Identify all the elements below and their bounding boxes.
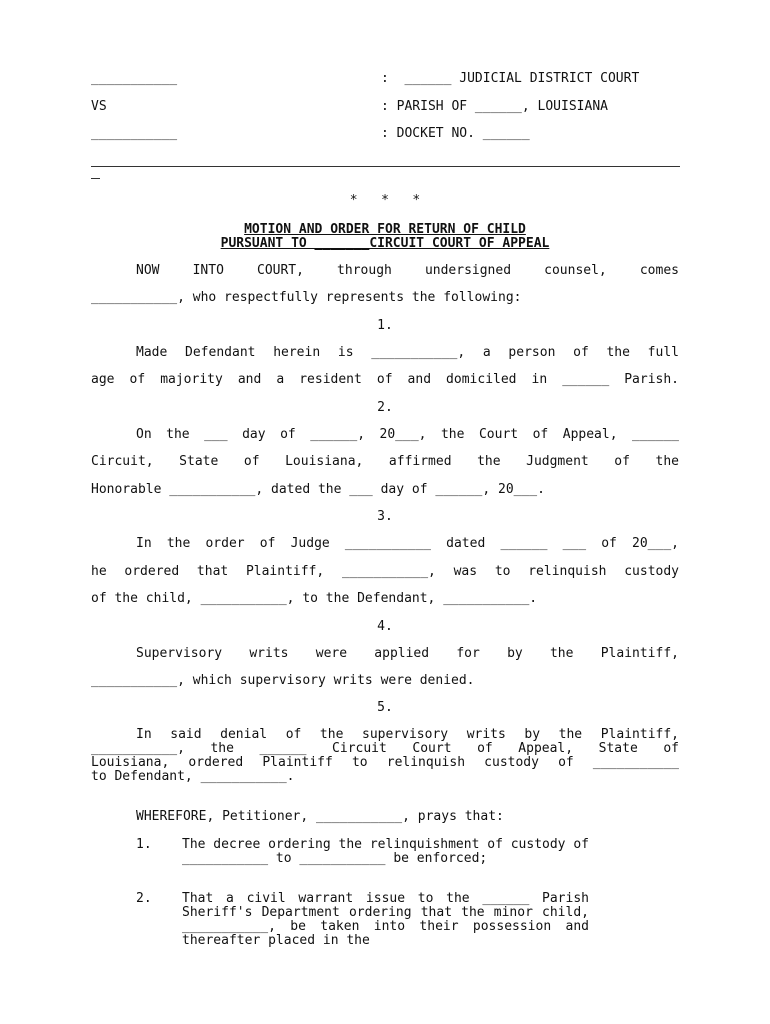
paragraph-5-line3: Louisiana, ordered Plaintiff to relinquish custody of ___________	[91, 755, 679, 770]
paragraph-2-line1: On the ___ day of ______, 20___, the Court of Appeal, ______	[136, 427, 679, 442]
paragraph-5-line2: ___________, the ______ Circuit Court of Appeal, State of	[91, 741, 679, 756]
prayer-2-text: That a civil warrant issue to the ______ Parish Sheriff's Department ordering that the minor child, ___________, be taken into their possession and thereafter placed in the	[182, 891, 589, 948]
intro-line1: NOW INTO COURT, through undersigned counsel, comes	[136, 263, 679, 278]
section-stars: * * *	[349, 193, 421, 208]
paragraph-2-line2: Circuit, State of Louisiana, affirmed the Judgment of the	[91, 454, 679, 469]
document-title-line1: MOTION AND ORDER FOR RETURN OF CHILD	[244, 222, 526, 237]
wherefore-clause: WHEREFORE, Petitioner, ___________, prays that:	[136, 809, 504, 824]
parish-line: : PARISH OF ______, LOUISIANA	[381, 99, 608, 114]
plaintiff-blank: ___________	[91, 71, 178, 86]
court-line: : ______ JUDICIAL DISTRICT COURT	[381, 71, 640, 86]
paragraph-3-line2: he ordered that Plaintiff, ___________, was to relinquish custody	[91, 564, 679, 579]
paragraph-number: 3.	[377, 509, 393, 524]
vs-label: VS	[91, 99, 107, 114]
prayer-number: 2.	[136, 891, 152, 906]
paragraph-number: 1.	[377, 318, 393, 333]
paragraph-5-line1: In said denial of the supervisory writs by the Plaintiff,	[136, 727, 679, 742]
paragraph-3-line1: In the order of Judge ___________ dated ______ ___ of 20___,	[136, 536, 679, 551]
paragraph-2-line3: Honorable ___________, dated the ___ day of ______, 20___.	[91, 482, 545, 497]
paragraph-number: 2.	[377, 400, 393, 415]
paragraph-4-line1: Supervisory writs were applied for by the Plaintiff,	[136, 646, 679, 661]
prayer-1-text: The decree ordering the relinquishment of custody of ___________ to ___________ be enforced;	[182, 837, 589, 866]
caption-divider	[91, 166, 680, 167]
prayer-number: 1.	[136, 837, 152, 852]
caption-divider-tail	[91, 178, 100, 179]
defendant-blank: ___________	[91, 126, 178, 141]
paragraph-4-line2: ___________, which supervisory writs were denied.	[91, 673, 475, 688]
document-title-line2: PURSUANT TO _______CIRCUIT COURT OF APPEAL	[220, 236, 550, 251]
paragraph-number: 4.	[377, 619, 393, 634]
intro-line2: ___________, who respectfully represents the following:	[91, 290, 522, 305]
docket-line: : DOCKET NO. ______	[381, 126, 530, 141]
paragraph-1-line1: Made Defendant herein is ___________, a person of the full	[136, 345, 679, 360]
paragraph-number: 5.	[377, 700, 393, 715]
paragraph-1-line2: age of majority and a resident of and domiciled in ______ Parish.	[91, 372, 679, 387]
paragraph-3-line3: of the child, ___________, to the Defendant, ___________.	[91, 591, 538, 606]
paragraph-5-line4: to Defendant, ___________.	[91, 769, 295, 784]
